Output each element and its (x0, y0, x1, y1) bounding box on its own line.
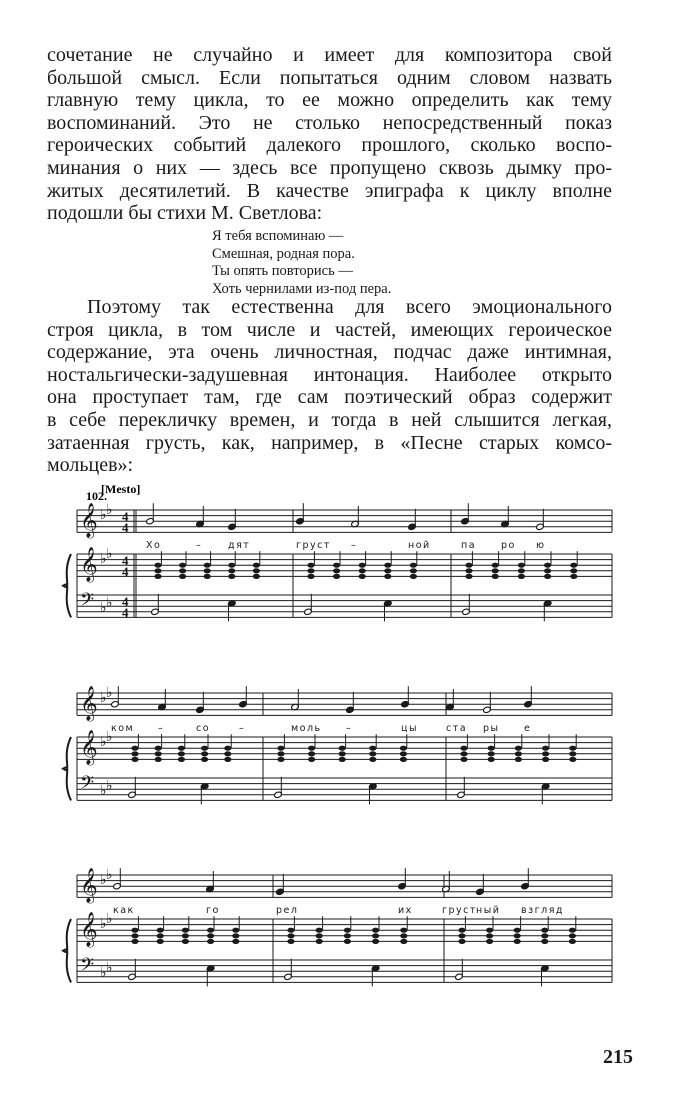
chord-note (544, 563, 551, 568)
treble-clef: 𝄞 (80, 686, 98, 721)
flat-sign: ♭ (106, 685, 113, 701)
chord-note (488, 746, 495, 751)
chord-note (178, 751, 185, 756)
text-line: житых десятилетий. В качестве эпиграфа к циклу вполне (47, 179, 612, 202)
chord-note (492, 568, 499, 573)
bass-clef: 𝄢 (80, 590, 95, 615)
chord-note (232, 928, 239, 933)
chord-note (308, 751, 315, 756)
flat-sign: ♭ (106, 911, 113, 927)
chord-note (518, 563, 525, 568)
lyric-syllable: – (346, 723, 353, 734)
music-score-example (0, 475, 680, 1035)
poem-line: Ты опять повторись — (212, 263, 353, 279)
flat-sign: ♭ (106, 546, 113, 562)
flat-sign: ♭ (100, 734, 107, 750)
chord-note (204, 568, 211, 573)
flat-sign: ♭ (106, 595, 113, 611)
chord-note (178, 746, 185, 751)
lyric-syllable: ю (536, 540, 546, 551)
chord-note (344, 939, 351, 944)
chord-note (204, 574, 211, 579)
piano-brace (63, 737, 71, 800)
chord-note (287, 933, 294, 938)
chord-note (155, 751, 162, 756)
treble-clef: 𝄞 (80, 547, 98, 582)
flat-sign: ♭ (100, 551, 107, 567)
time-signature-top: 4 (122, 509, 129, 524)
chord-note (277, 746, 284, 751)
time-signature-top: 4 (122, 553, 129, 568)
treble-clef: 𝄞 (80, 730, 98, 765)
chord-note (544, 568, 551, 573)
chord-note (307, 563, 314, 568)
chord-note (569, 939, 576, 944)
chord-note (157, 939, 164, 944)
text-line: сочетание не случайно и имеет для композитора свой (47, 44, 612, 66)
lyric-syllable: груст (296, 540, 331, 551)
chord-note (359, 568, 366, 573)
chord-note (232, 939, 239, 944)
lyric-syllable: взгляд (521, 905, 564, 916)
flat-sign: ♭ (100, 916, 107, 932)
chord-note (307, 568, 314, 573)
chord-note (400, 928, 407, 933)
chord-note (488, 757, 495, 762)
chord-note (182, 933, 189, 938)
chord-note (308, 746, 315, 751)
lyric-syllable: как (113, 905, 135, 916)
chord-note (369, 751, 376, 756)
chord-note (569, 751, 576, 756)
chord-note (400, 757, 407, 762)
chord-note (460, 751, 467, 756)
chord-note (207, 933, 214, 938)
lyric-syllable: – (158, 723, 165, 734)
chord-note (465, 563, 472, 568)
chord-note (308, 757, 315, 762)
text-line: в себе перекличку времен, и тогда в ней слышится легкая, (47, 408, 612, 431)
chord-note (369, 746, 376, 751)
lyric-syllable: цы (401, 723, 418, 734)
page-number: 215 (603, 1046, 633, 1068)
chord-note (333, 568, 340, 573)
chord-note (514, 933, 521, 938)
lyric-syllable: го (206, 905, 220, 916)
chord-note (131, 939, 138, 944)
chord-note (492, 563, 499, 568)
chord-note (157, 933, 164, 938)
poem-line: Хоть чернилами из-под пера. (212, 280, 392, 297)
text-line: мольцев»: (47, 454, 134, 477)
chord-note (179, 563, 186, 568)
lyric-syllable: ный (476, 905, 501, 916)
poem-line: Смешная, родная пора. (212, 245, 355, 262)
chord-note (569, 933, 576, 938)
chord-note (492, 574, 499, 579)
flat-sign: ♭ (100, 507, 107, 523)
flat-sign: ♭ (106, 778, 113, 794)
chord-note (400, 751, 407, 756)
example-number: 102. (86, 489, 107, 503)
lyric-syllable: дят (228, 540, 251, 551)
chord-note (157, 928, 164, 933)
lyric-syllable: е (524, 723, 532, 734)
flat-sign: ♭ (100, 690, 107, 706)
chord-note (154, 568, 161, 573)
chord-note (570, 563, 577, 568)
flat-sign: ♭ (100, 600, 107, 616)
chord-note (201, 757, 208, 762)
chord-note (344, 933, 351, 938)
text-line: строя цикла, в том числе и частей, имеющих героическое (47, 318, 612, 341)
chord-note (410, 574, 417, 579)
piano-brace (63, 919, 71, 982)
lyric-syllable: ры (483, 723, 500, 734)
lyric-syllable: со (196, 723, 211, 734)
chord-note (333, 563, 340, 568)
chord-note (307, 574, 314, 579)
flat-sign: ♭ (100, 872, 107, 888)
chord-note (542, 746, 549, 751)
chord-note (569, 928, 576, 933)
flat-sign: ♭ (100, 783, 107, 799)
chord-note (287, 928, 294, 933)
chord-note (400, 939, 407, 944)
chord-note (400, 933, 407, 938)
chord-note (541, 928, 548, 933)
chord-note (333, 574, 340, 579)
chord-note (541, 933, 548, 938)
chord-note (569, 746, 576, 751)
bass-clef: 𝄢 (80, 955, 95, 980)
chord-note (201, 746, 208, 751)
text-line: героических событий далекого прошлого, сколько воспо- (47, 134, 612, 157)
chord-note (514, 939, 521, 944)
chord-note (154, 563, 161, 568)
chord-note (518, 574, 525, 579)
chord-note (131, 928, 138, 933)
chord-note (228, 574, 235, 579)
flat-sign: ♭ (106, 502, 113, 518)
chord-note (277, 751, 284, 756)
chord-note (316, 928, 323, 933)
chord-note (460, 746, 467, 751)
lyric-syllable: моль (291, 723, 322, 734)
chord-note (515, 751, 522, 756)
chord-note (460, 757, 467, 762)
text-line: она проступает там, где сам поэтический образ содержит (47, 386, 612, 409)
chord-note (488, 751, 495, 756)
treble-clef: 𝄞 (80, 503, 98, 538)
flat-sign: ♭ (100, 965, 107, 981)
text-line: ностальгически-задушевная интонация. Наиболее открыто (47, 363, 612, 386)
chord-note (372, 928, 379, 933)
chord-note (131, 933, 138, 938)
chord-note (570, 568, 577, 573)
time-signature-bottom: 4 (122, 520, 129, 535)
tempo-marking: [Mesto] (101, 482, 141, 496)
chord-note (228, 568, 235, 573)
chord-note (458, 939, 465, 944)
chord-note (514, 928, 521, 933)
chord-note (384, 574, 391, 579)
chord-note (204, 563, 211, 568)
chord-note (518, 568, 525, 573)
chord-note (359, 563, 366, 568)
text-line: воспоминаний. Это не столько непосредственный показ (47, 111, 612, 134)
chord-note (179, 568, 186, 573)
chord-note (287, 939, 294, 944)
time-signature-bottom: 4 (122, 605, 129, 620)
chord-note (154, 574, 161, 579)
chord-note (515, 746, 522, 751)
chord-note (232, 933, 239, 938)
chord-note (131, 751, 138, 756)
lyric-syllable: ной (408, 540, 431, 551)
chord-note (224, 746, 231, 751)
text-line: минания о них — здесь все пропущено сквозь дымку про- (47, 156, 612, 179)
chord-note (486, 933, 493, 938)
chord-note (224, 757, 231, 762)
chord-note (155, 746, 162, 751)
chord-note (410, 563, 417, 568)
chord-note (253, 563, 260, 568)
chord-note (207, 939, 214, 944)
chord-note (515, 757, 522, 762)
chord-note (253, 568, 260, 573)
chord-note (155, 757, 162, 762)
lyric-syllable: – (351, 540, 358, 551)
lyric-syllable: груст (442, 905, 477, 916)
lyric-syllable: – (196, 540, 203, 551)
text-line: подошли бы стихи М. Светлова: (47, 202, 323, 225)
lyric-syllable: Хо (146, 540, 162, 551)
chord-note (339, 751, 346, 756)
chord-note (458, 933, 465, 938)
chord-note (372, 939, 379, 944)
lyric-syllable: – (239, 723, 246, 734)
poem-line: Я тебя вспоминаю — (212, 228, 344, 244)
text-line: большой смысл. Если попытаться одним словом назвать (47, 66, 612, 89)
time-signature-top: 4 (122, 594, 129, 609)
chord-note (569, 757, 576, 762)
chord-note (277, 757, 284, 762)
chord-note (182, 939, 189, 944)
flat-sign: ♭ (106, 867, 113, 883)
chord-note (410, 568, 417, 573)
chord-note (458, 928, 465, 933)
chord-note (384, 568, 391, 573)
chord-note (201, 751, 208, 756)
chord-note (316, 933, 323, 938)
body-paragraph-1 (47, 44, 612, 225)
lyric-syllable: их (398, 905, 413, 916)
chord-note (400, 746, 407, 751)
chord-note (178, 757, 185, 762)
chord-note (224, 751, 231, 756)
bass-clef: 𝄢 (80, 773, 95, 798)
chord-note (339, 746, 346, 751)
chord-note (228, 563, 235, 568)
chord-note (372, 933, 379, 938)
lyric-syllable: па (461, 540, 477, 551)
time-signature-bottom: 4 (122, 564, 129, 579)
chord-note (344, 928, 351, 933)
text-line: главную тему цикла, то ее можно определить как тему (47, 89, 612, 112)
treble-clef: 𝄞 (80, 912, 98, 947)
chord-note (359, 574, 366, 579)
chord-note (570, 574, 577, 579)
chord-note (542, 751, 549, 756)
body-paragraph-2 (47, 296, 612, 477)
chord-note (465, 568, 472, 573)
chord-note (544, 574, 551, 579)
chord-note (253, 574, 260, 579)
chord-note (316, 939, 323, 944)
chord-note (339, 757, 346, 762)
lyric-syllable: рел (276, 905, 299, 916)
piano-brace (63, 554, 71, 617)
lyric-syllable: ста (446, 723, 468, 734)
chord-note (384, 563, 391, 568)
chord-note (131, 757, 138, 762)
chord-note (486, 928, 493, 933)
text-line: содержание, эта очень личностная, подчас даже интимная, (47, 341, 612, 364)
epigraph-poem (212, 228, 391, 298)
chord-note (182, 928, 189, 933)
chord-note (541, 939, 548, 944)
text-line: Поэтому так естественна для всего эмоционального (87, 296, 612, 318)
chord-note (465, 574, 472, 579)
treble-clef: 𝄞 (80, 868, 98, 903)
flat-sign: ♭ (106, 729, 113, 745)
chord-note (131, 746, 138, 751)
chord-note (179, 574, 186, 579)
lyric-syllable: ком (111, 723, 135, 734)
flat-sign: ♭ (106, 960, 113, 976)
text-line: затаенная грусть, как, например, в «Песне старых комсо- (47, 431, 612, 454)
chord-note (486, 939, 493, 944)
chord-note (369, 757, 376, 762)
chord-note (207, 928, 214, 933)
chord-note (542, 757, 549, 762)
lyric-syllable: ро (501, 540, 516, 551)
